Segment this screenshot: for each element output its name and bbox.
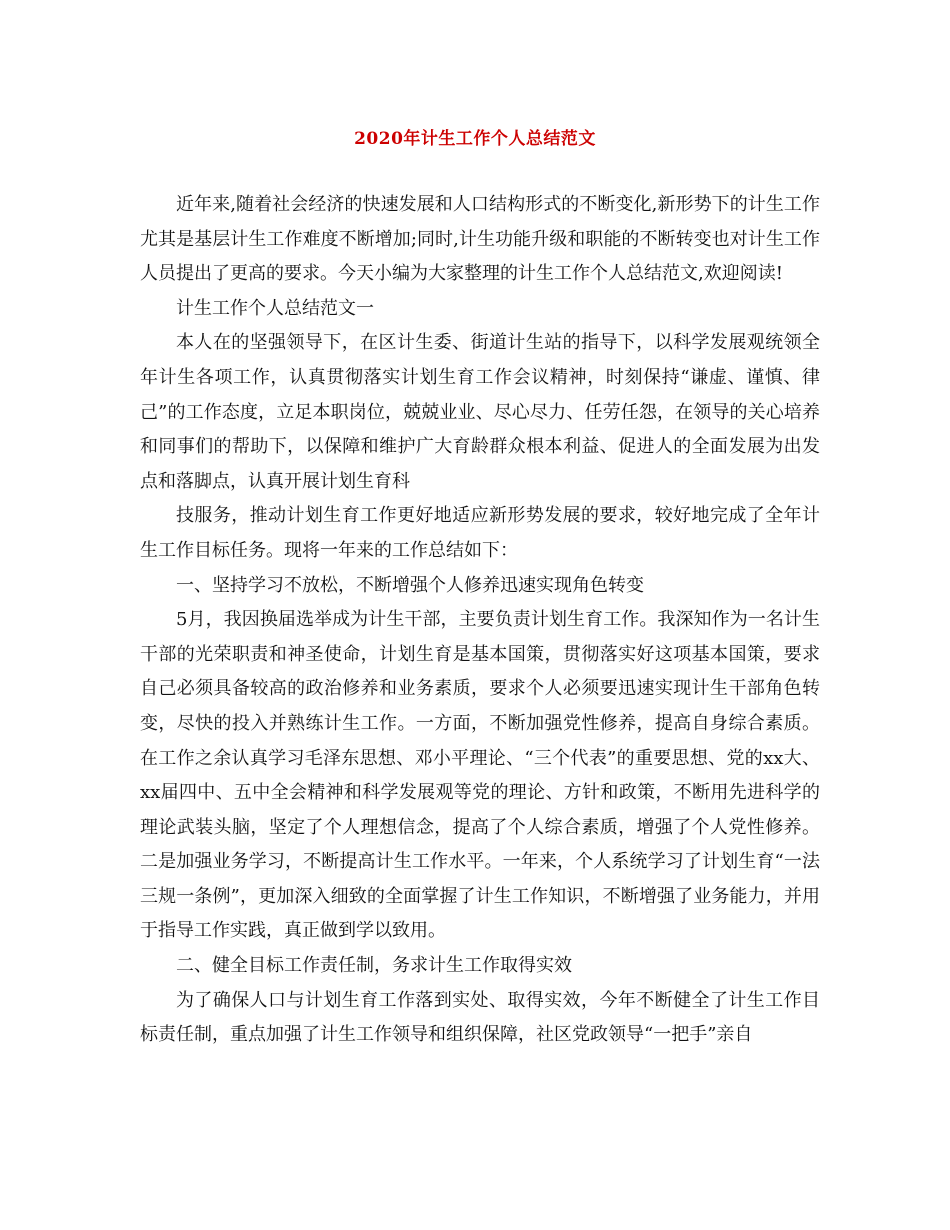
paragraph: 为了确保人口与计划生育工作落到实处、取得实效，今年不断健全了计生工作目标责任制，重点加强了计生工作领导和组织保障，社区党政领导“一把手”亲自 xyxy=(140,989,820,1046)
paragraph-intro: 近年来,随着社会经济的快速发展和人口结构形式的不断变化,新形势下的计生工作尤其是基层计生工作难度不断增加;同时,计生功能升级和职能的不断转变也对计生工作人员提出了更高的要求。今天小编为大家整理的计生工作个人总结范文,欢迎阅读! xyxy=(140,194,820,285)
document-body xyxy=(140,188,820,1053)
paragraph: 本人在的坚强领导下，在区计生委、街道计生站的指导下，以科学发展观统领全年计生各项工作，认真贯彻落实计划生育工作会议精神，时刻保持“谦虚、谨慎、律己”的工作态度，立足本职岗位，兢兢业业、尽心尽力、任劳任怨，在领导的关心培养和同事们的帮助下，以保障和维护广大育龄群众根本利益、促进人的全面发展为出发点和落脚点，认真开展计划生育科 xyxy=(140,332,820,492)
document-title: 2020年计生工作个人总结范文 xyxy=(354,129,596,149)
paragraph: 技服务，推动计划生育工作更好地适应新形势发展的要求，较好地完成了全年计生工作目标任务。现将一年来的工作总结如下： xyxy=(140,505,820,561)
paragraph: 5月，我因换届选举成为计生干部，主要负责计划生育工作。我深知作为一名计生干部的光荣职责和神圣使命，计划生育是基本国策，贯彻落实好这项基本国策，要求自己必须具备较高的政治修养和业务素质，要求个人必须要迅速实现计生干部角色转变，尽快的投入并熟练计生工作。一方面，不断加强党性修养，提高自身综合素质。在工作之余认真学习毛泽东思想、邓小平理论、“三个代表”的重要思想、党的xx大、xx届四中、五中全会精神和科学发展观等党的理论、方针和政策，不断用先进科学的理论武装头脑，坚定了个人理想信念，提高了个人综合素质，增强了个人党性修养。二是加强业务学习，不断提高计生工作水平。一年来，个人系统学习了计划生育“一法三规一条例”，更加深入细致的全面掌握了计生工作知识，不断增强了业务能力，并用于指导工作实践，真正做到学以致用。 xyxy=(140,609,820,942)
paragraph-heading-1: 一、坚持学习不放松，不断增强个人修养迅速实现角色转变 xyxy=(176,574,644,596)
paragraph-heading-2: 二、健全目标工作责任制，务求计生工作取得实效 xyxy=(176,955,572,977)
paragraph-section-heading: 计生工作个人总结范文一 xyxy=(176,297,374,319)
